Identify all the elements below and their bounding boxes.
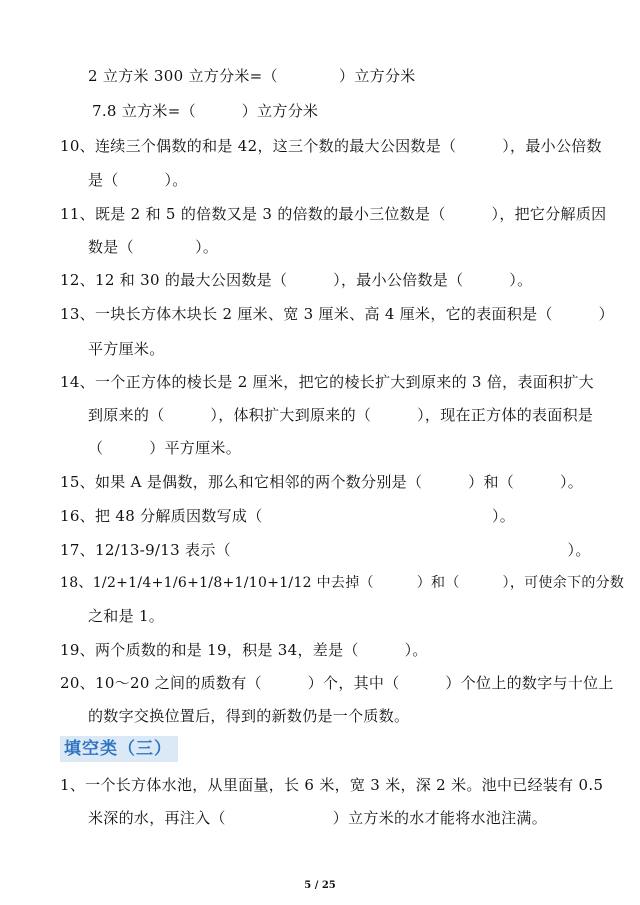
question-19: 19、两个质数的和是 19，积是 34，差是（ ）。 (60, 641, 428, 659)
question-14-line-2: 到原来的（ ），体积扩大到原来的（ ），现在正方体的表面积是 (88, 406, 594, 424)
section-heading: 填空类（三） (60, 736, 178, 762)
question-16: 16、把 48 分解质因数写成（ ）。 (60, 507, 516, 525)
question-13-line-2: 平方厘米。 (88, 340, 165, 358)
question-14-line-1: 14、一个正方体的棱长是 2 厘米，把它的棱长扩大到原来的 3 倍，表面积扩大 (60, 373, 594, 391)
question-11-line-1: 11、既是 2 和 5 的倍数又是 3 的倍数的最小三位数是（ ），把它分解质因 (60, 205, 607, 223)
question-18-line-2: 之和是 1。 (88, 607, 165, 625)
question-11-line-2: 数是（ ）。 (88, 238, 219, 256)
question-10-line-2: 是（ ）。 (88, 171, 188, 189)
question-12: 12、12 和 30 的最大公因数是（ ），最小公倍数是（ ）。 (60, 271, 533, 289)
section3-question-1-line-2: 米深的水，再注入（ ）立方米的水才能将水池注满。 (88, 809, 548, 827)
question-13-line-1: 13、一块长方体木块长 2 厘米、宽 3 厘米、高 4 厘米，它的表面积是（ ） (60, 305, 614, 323)
question-15: 15、如果 A 是偶数，那么和它相邻的两个数分别是（ ）和（ ）。 (60, 473, 584, 491)
line-conversion-2: 7.8 立方米=（ ）立方分米 (92, 102, 319, 120)
section3-question-1-line-1: 1、一个长方体水池，从里面量，长 6 米，宽 3 米，深 2 米。池中已经装有 0.5 (60, 776, 604, 794)
question-14-line-3: （ ）平方厘米。 (88, 439, 242, 457)
question-10-line-1: 10、连续三个偶数的和是 42，这三个数的最大公因数是（ ），最小公倍数 (60, 137, 602, 155)
line-conversion-1: 2 立方米 300 立方分米=（ ）立方分米 (88, 67, 416, 85)
question-20-line-1: 20、10～20 之间的质数有（ ）个，其中（ ）个位上的数字与十位上 (60, 674, 614, 692)
page-number: 5 / 25 (304, 880, 336, 891)
question-17: 17、12/13-9/13 表示（ ）。 (60, 541, 591, 559)
question-18-line-1: 18、1/2+1/4+1/6+1/8+1/10+1/12 中去掉（ ）和（ ），可使余下的分数 (60, 575, 625, 591)
question-20-line-2: 的数字交换位置后，得到的新数仍是一个质数。 (88, 707, 410, 725)
